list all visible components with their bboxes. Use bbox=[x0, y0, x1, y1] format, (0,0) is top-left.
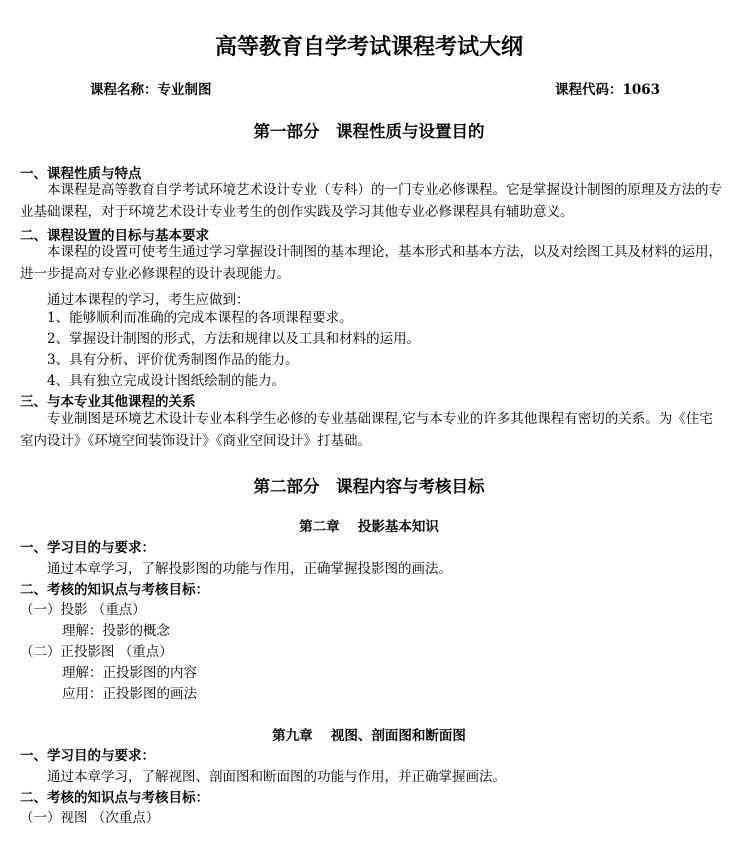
list-item: 1、能够顺利而准确的完成本课程的各项课程要求。 bbox=[47, 310, 353, 326]
paragraph: 本课程是高等教育自学考试环境艺术设计专业（专科）的一门专业必修课程。它是掌握设计制图的原理及方法的专业基础课程，对于环境艺术设计专业考生的创作实践及学习其他专业必修课程具有辅助意义。 bbox=[20, 182, 722, 220]
list-subitem: 理解：投影的概念 bbox=[62, 623, 170, 639]
paragraph: 通过本章学习，了解投影图的功能与作用，正确掌握投影图的画法。 bbox=[47, 561, 452, 577]
section-heading: 二、考核的知识点与考核目标： bbox=[20, 790, 209, 806]
list-item: 2、掌握设计制图的形式，方法和规律以及工具和材料的运用。 bbox=[47, 331, 421, 347]
section-heading: 三、与本专业其他课程的关系 bbox=[20, 394, 196, 410]
paragraph: 通过本章学习，了解视图、剖面图和断面图的功能与作用，并正确掌握画法。 bbox=[47, 769, 506, 785]
part1-heading: 第一部分 课程性质与设置目的 bbox=[253, 122, 485, 141]
document-title: 高等教育自学考试课程考试大纲 bbox=[214, 34, 523, 60]
paragraph: 本课程的设置可使考生通过学习掌握设计制图的基本理论，基本形式和基本方法，以及对绘图工具及材料的运用，进一步提高对专业必修课程的设计表现能力。 bbox=[20, 244, 722, 282]
list-item: 3、具有分析、评价优秀制图作品的能力。 bbox=[47, 352, 299, 368]
section-heading: 一、学习目的与要求： bbox=[20, 748, 155, 764]
list-subitem: 理解：正投影图的内容 bbox=[62, 665, 197, 681]
course-name: 课程名称：专业制图 bbox=[90, 82, 212, 98]
list-item: （二）正投影图 （重点） bbox=[20, 644, 173, 660]
list-intro: 通过本课程的学习，考生应做到： bbox=[47, 292, 250, 308]
list-item: （一）投影 （重点） bbox=[20, 602, 146, 618]
list-subitem: 应用：正投影图的画法 bbox=[62, 686, 197, 702]
course-code: 课程代码：1063 bbox=[555, 82, 661, 98]
section-heading: 二、考核的知识点与考核目标： bbox=[20, 582, 209, 598]
part2-heading: 第二部分 课程内容与考核目标 bbox=[253, 477, 485, 496]
section-heading: 一、学习目的与要求： bbox=[20, 540, 155, 556]
list-item: 4、具有独立完成设计图纸绘制的能力。 bbox=[47, 373, 286, 389]
section-heading: 一、课程性质与特点 bbox=[20, 166, 142, 182]
chapter-heading: 第二章 投影基本知识 bbox=[299, 519, 439, 535]
list-item: （一）视图 （次重点） bbox=[20, 810, 160, 826]
paragraph: 专业制图是环境艺术设计专业本科学生必修的专业基础课程,它与本专业的许多其他课程有密切的关系。为《住宅室内设计》《环境空间装饰设计》《商业空间设计》打基础。 bbox=[20, 411, 713, 449]
chapter-heading: 第九章 视图、剖面图和断面图 bbox=[272, 728, 466, 744]
section-heading: 二、课程设置的目标与基本要求 bbox=[20, 228, 209, 244]
